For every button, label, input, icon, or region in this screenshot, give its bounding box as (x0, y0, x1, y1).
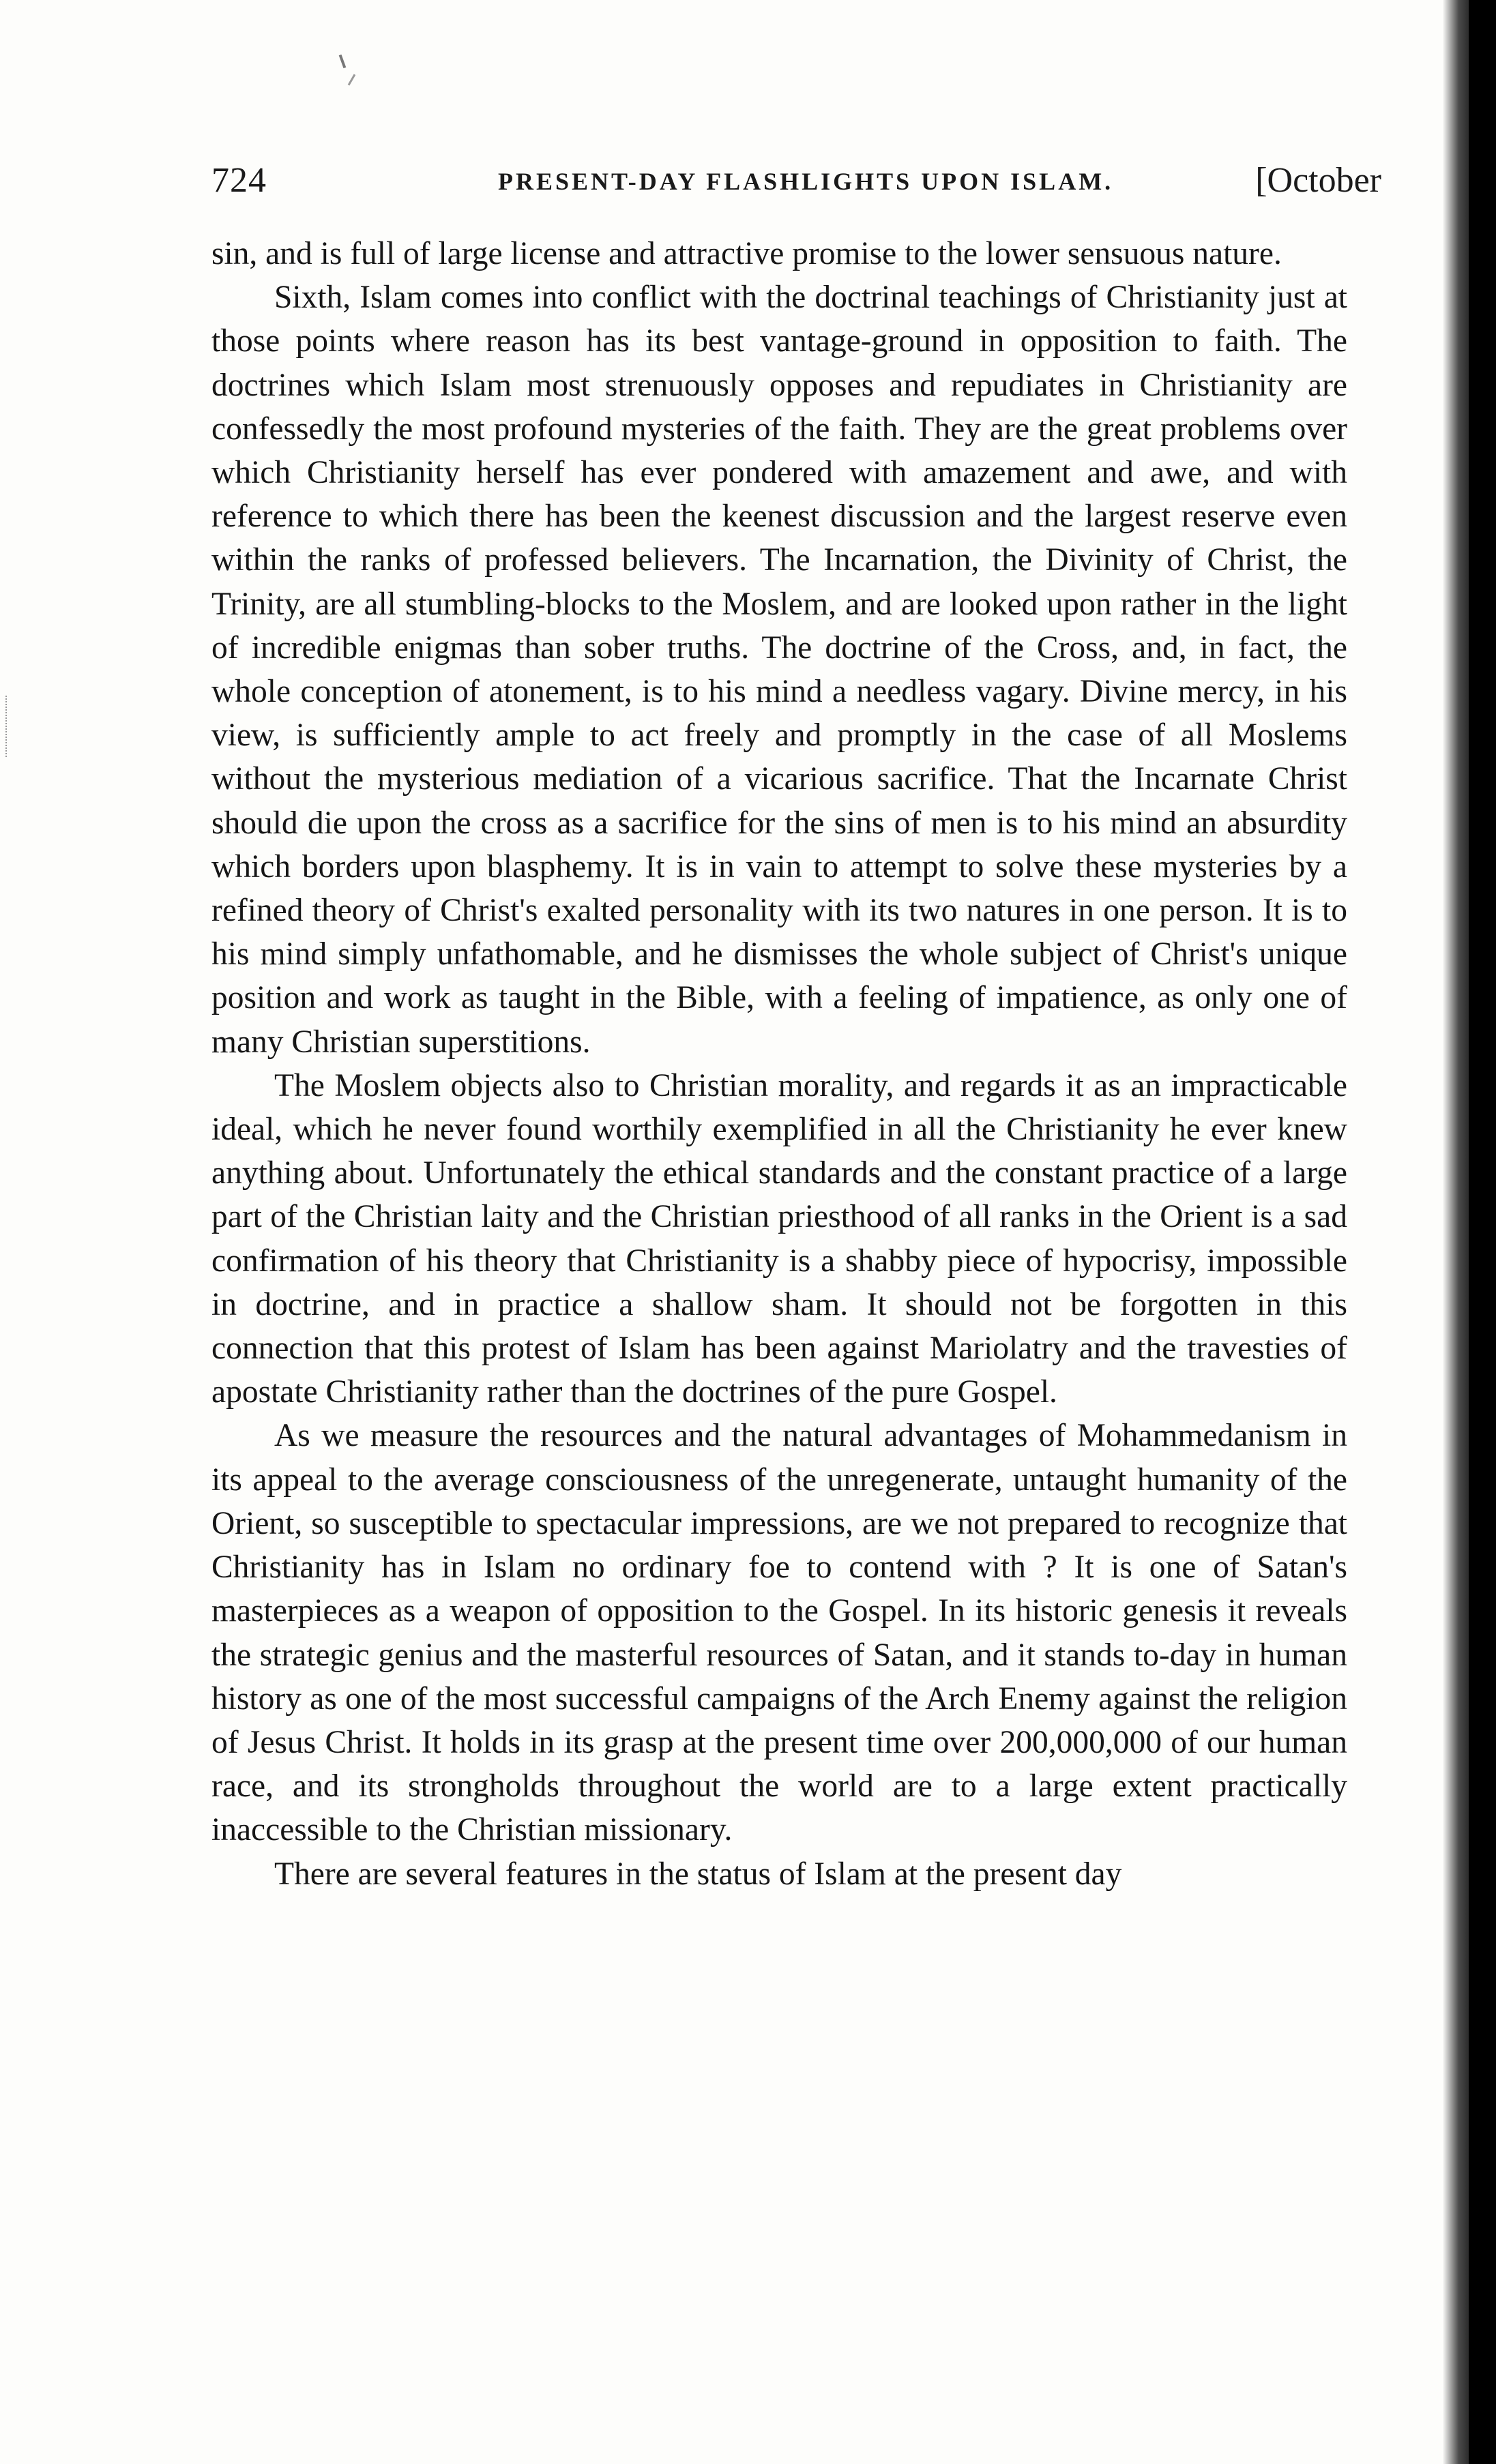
paragraph: The Moslem objects also to Christian morality, and regards it as an impracticable ideal, which he never found worthily exemplified in all the Christianity he ever knew anything about. Unfortunately the ethical standards and the constant practice of a large part of the Christian laity and the Christian priesthood of all ranks in the Orient is a sad confirmation of his theory that Christianity is a shabby piece of hypocrisy, impossible in doctrine, and in practice a shallow sham. It should not be forgotten in this connection that this protest of Islam has been against Mariolatry and the travesties of apostate Christianity rather than the doctrines of the pure Gospel. (211, 1067, 1347, 1410)
scan-binding-shadow (1469, 0, 1496, 2464)
article-body (211, 232, 1347, 1896)
paragraph: Sixth, Islam comes into conflict with the doctrinal teachings of Christianity just at those points where reason has its best vantage-ground in opposition to faith. The doctrines which Islam most strenuously opposes and repudiates in Christianity are confessedly the most profound mysteries of the faith. They are the great problems over which Christianity herself has ever pondered with amazement and awe, and with reference to which there has been the keenest discussion and the largest reserve even within the ranks of professed believers. The Incarnation, the Divinity of Christ, the Trinity, are all stumbling-blocks to the Moslem, and are looked upon rather in the light of incredible enigmas than sober truths. The doctrine of the Cross, and, in fact, the whole conception of atonement, is to his mind a needless vagary. Divine mercy, in his view, is sufficiently ample to act freely and promptly in the case of all Moslems without the mysterious mediation of a vicarious sacrifice. That the Incarnate Christ should die upon the cross as a sacrifice for the sins of men is to his mind an absurdity which borders upon blasphemy. It is in vain to attempt to solve these mysteries by a refined theory of Christ's exalted personality with its two natures in one person. It is to his mind simply unfathomable, and he dismisses the whole subject of Christ's unique position and work as taught in the Bible, with a feeling of impatience, as only one of many Christian superstitions. (211, 280, 1347, 1060)
page-header (211, 160, 1381, 208)
margin-mark (5, 696, 9, 757)
paragraph: sin, and is full of large license and attractive promise to the lower sensuous nature. (211, 236, 1282, 271)
paragraph: As we measure the resources and the natural advantages of Mohammedanism in its appeal to the average consciousness of the unregenerate, untaught humanity of the Orient, so susceptible to spectacular impressions, are we not prepared to recognize that Christianity has in Islam no ordinary foe to contend with ? It is one of Satan's masterpieces as a weapon of opposition to the Gospel. In its historic genesis it reveals the strategic genius and the masterful resources of Satan, and it stands to-day in human history as one of the most successful campaigns of the Arch Enemy against the religion of Jesus Christ. It holds in its grasp at the present time over 200,000,000 of our human race, and its strongholds throughout the world are to a large extent practically inaccessible to the Christian missionary. (211, 1418, 1347, 1848)
scan-mark (348, 74, 356, 85)
scan-mark (339, 55, 347, 68)
page-number: 724 (211, 161, 267, 200)
running-title: PRESENT-DAY FLASHLIGHTS UPON ISLAM. (498, 168, 1114, 195)
issue-month: [October (1255, 161, 1381, 200)
paragraph: There are several features in the status of Islam at the present day (274, 1856, 1122, 1892)
